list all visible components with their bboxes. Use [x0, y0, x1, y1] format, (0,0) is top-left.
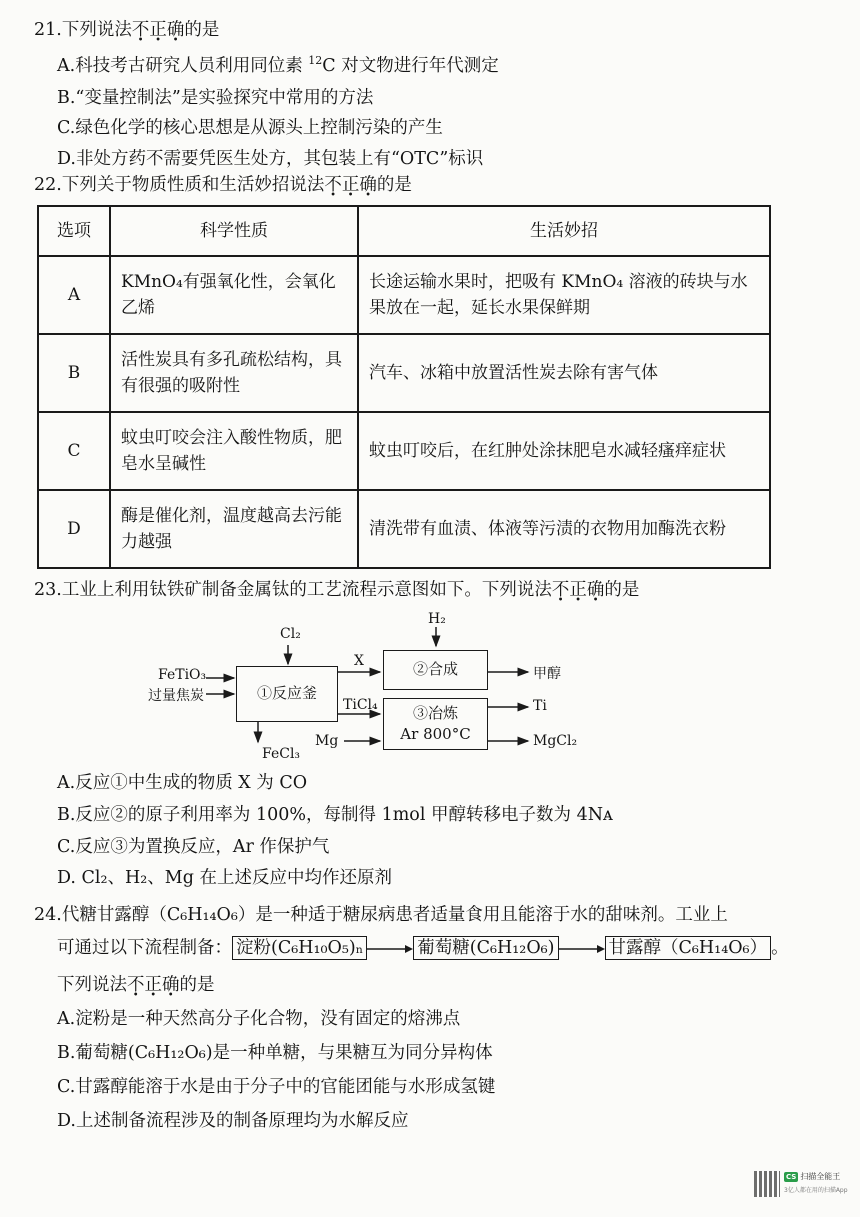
q24-option-c: C.甘露醇能溶于水是由于分子中的官能团能与水形成氢键 [57, 1077, 496, 1097]
smelting-condition: Ar 800°C [400, 725, 471, 743]
cell-tip: 清洗带有血渍、体液等污渍的衣物用加酶洗衣粉 [358, 490, 770, 568]
cell-property: 活性炭具有多孔疏松结构，具有很强的吸附性 [110, 334, 358, 412]
label-ticl4: TiCl₄ [343, 697, 378, 713]
q21-stem: 21.下列说法不正确的是 [34, 20, 220, 40]
flow-arrow [559, 943, 605, 955]
flow-box-starch: 淀粉(C₆H₁₀O₅)ₙ [232, 936, 367, 960]
feed-coke: 过量焦炭 [148, 688, 204, 704]
label-h2: H₂ [428, 611, 446, 627]
header-property: 科学性质 [110, 206, 358, 256]
q24-option-b: B.葡萄糖(C₆H₁₂O₆)是一种单糖，与果糖互为同分异构体 [57, 1043, 493, 1063]
label-methanol: 甲醇 [533, 666, 561, 682]
q24-stem-line3: 下列说法不正确的是 [57, 975, 215, 995]
flow-arrow [367, 943, 413, 955]
cell-tip: 汽车、冰箱中放置活性炭去除有害气体 [358, 334, 770, 412]
header-option: 选项 [38, 206, 110, 256]
box-synthesis: ②合成 [383, 650, 488, 690]
q22-stem: 22.下列关于物质性质和生活妙招说法不正确的是 [34, 175, 412, 195]
box-reactor: ①反应釜 [236, 666, 338, 722]
label-fecl3: FeCl₃ [262, 746, 301, 762]
q24-option-d: D.上述制备流程涉及的制备原理均为水解反应 [57, 1111, 409, 1131]
qr-code-icon [754, 1171, 780, 1197]
q23-option-d: D. Cl₂、H₂、Mg 在上述反应中均作还原剂 [57, 868, 392, 888]
q24-stem-line1: 24.代糖甘露醇（C₆H₁₄O₆）是一种适于糖尿病患者适量食用且能溶于水的甜味剂。工业上 [34, 905, 728, 925]
q21-option-b: B.“变量控制法”是实验探究中常用的方法 [57, 88, 374, 108]
watermark-tagline: 3亿人都在用的扫描App [784, 1187, 848, 1194]
flow-box-mannitol: 甘露醇（C₆H₁₄O₆） [605, 936, 772, 960]
smelting-label: ③冶炼 [412, 704, 458, 722]
cell-option: A [38, 256, 110, 334]
feed-fetio3: FeTiO₃ [158, 667, 207, 683]
cell-property: 酶是催化剂，温度越高去污能力越强 [110, 490, 358, 568]
flow-box-glucose: 葡萄糖(C₆H₁₂O₆) [413, 936, 558, 960]
label-cl2: Cl₂ [280, 626, 301, 642]
cell-option: B [38, 334, 110, 412]
q21-option-d: D.非处方药不需要凭医生处方，其包装上有“OTC”标识 [57, 149, 484, 169]
cell-property: 蚊虫叮咬会注入酸性物质，肥皂水呈碱性 [110, 412, 358, 490]
cell-option: C [38, 412, 110, 490]
q23-option-a: A.反应①中生成的物质 X 为 CO [57, 773, 308, 793]
cell-property: KMnO₄有强氧化性，会氧化乙烯 [110, 256, 358, 334]
q23-option-b: B.反应②的原子利用率为 100%，每制得 1mol 甲醇转移电子数为 4Nᴀ [57, 805, 613, 825]
cell-option: D [38, 490, 110, 568]
watermark-title: CS 扫描全能王 [786, 1172, 841, 1181]
label-x: X [354, 653, 364, 669]
q24-stem-line2: 可通过以下流程制备： 淀粉(C₆H₁₀O₅)ₙ 葡萄糖(C₆H₁₂O₆) 甘露醇（C₆H₁₄O₆） 。 [57, 938, 789, 958]
label-ti: Ti [533, 698, 547, 714]
scanner-watermark [750, 1167, 846, 1207]
label-mgcl2: MgCl₂ [533, 733, 578, 749]
q23-option-c: C.反应③为置换反应，Ar 作保护气 [57, 837, 330, 857]
q21-option-c: C.绿色化学的核心思想是从源头上控制污染的产生 [57, 118, 443, 138]
label-mg: Mg [315, 733, 339, 749]
q23-stem: 23.工业上利用钛铁矿制备金属钛的工艺流程示意图如下。下列说法不正确的是 [34, 580, 640, 600]
header-tip: 生活妙招 [358, 206, 770, 256]
q21-option-a: A.科技考古研究人员利用同位素 $^{12}$C 对文物进行年代测定 [57, 54, 499, 76]
q24-option-a: A.淀粉是一种天然高分子化合物，没有固定的熔沸点 [57, 1009, 461, 1029]
cell-tip: 长途运输水果时，把吸有 KMnO₄ 溶液的砖块与水果放在一起，延长水果保鲜期 [358, 256, 770, 334]
cell-tip: 蚊虫叮咬后，在红肿处涂抹肥皂水减轻瘙痒症状 [358, 412, 770, 490]
box-smelting [383, 698, 488, 750]
